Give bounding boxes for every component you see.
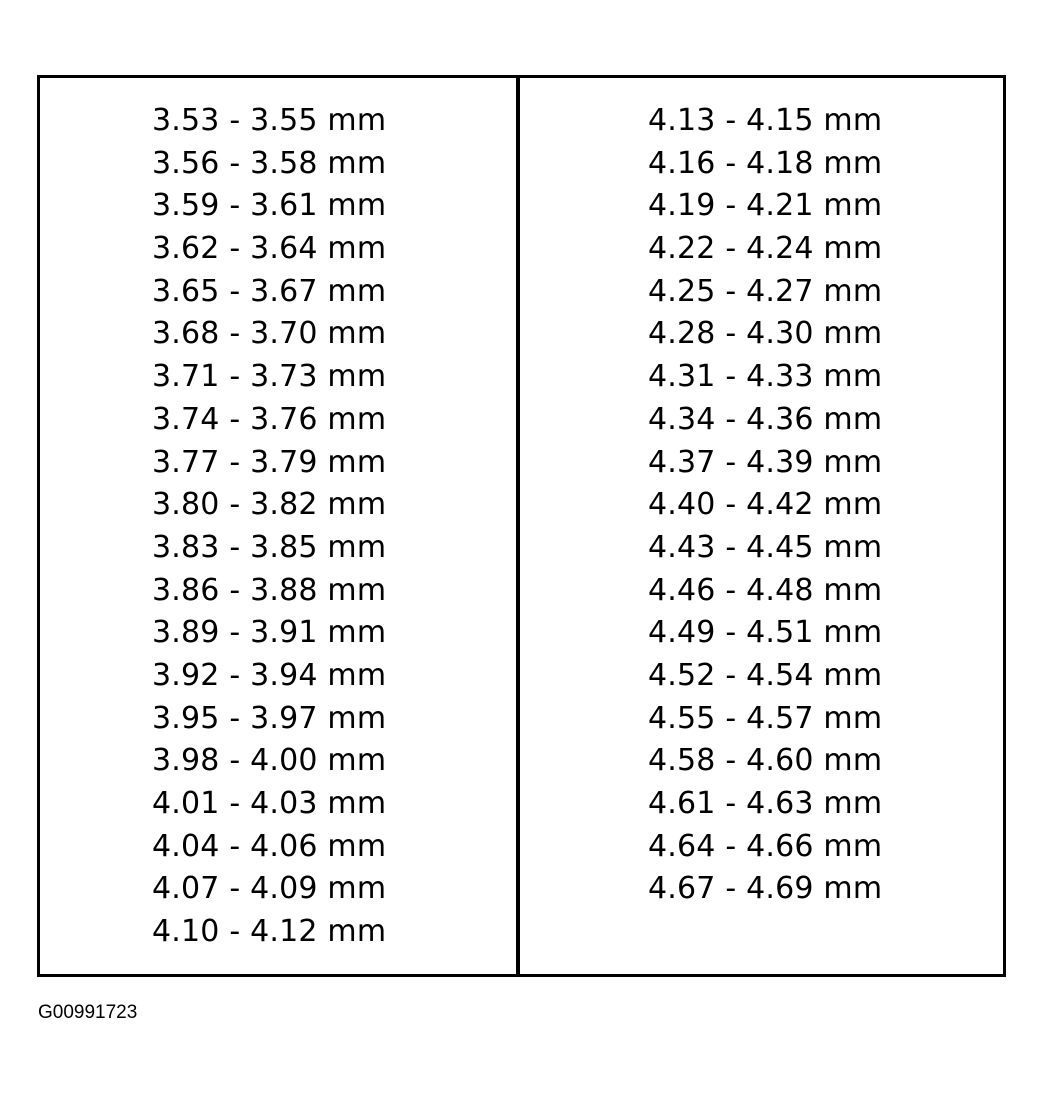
size-range-row: 4.64 - 4.66 mm xyxy=(648,828,883,864)
size-range-row: 4.43 - 4.45 mm xyxy=(648,529,883,565)
size-range-row: 4.37 - 4.39 mm xyxy=(648,444,883,480)
size-range-row: 3.68 - 3.70 mm xyxy=(152,316,387,352)
column-divider xyxy=(516,78,520,974)
size-range-row: 4.34 - 4.36 mm xyxy=(648,401,883,437)
left-column-list xyxy=(152,100,386,954)
right-column-list xyxy=(648,100,882,911)
size-range-row: 3.83 - 3.85 mm xyxy=(152,529,387,565)
size-range-row: 3.59 - 3.61 mm xyxy=(152,188,387,224)
size-range-row: 4.13 - 4.15 mm xyxy=(648,103,883,138)
size-range-row: 4.04 - 4.06 mm xyxy=(152,828,387,864)
size-range-row: 4.49 - 4.51 mm xyxy=(648,615,883,651)
size-range-row: 4.67 - 4.69 mm xyxy=(648,871,883,907)
size-range-row: 4.25 - 4.27 mm xyxy=(648,273,883,309)
size-range-row: 4.01 - 4.03 mm xyxy=(152,786,387,821)
size-range-row: 3.98 - 4.00 mm xyxy=(152,743,387,779)
size-range-row: 4.16 - 4.18 mm xyxy=(648,145,883,181)
size-range-row: 3.74 - 3.76 mm xyxy=(152,401,387,437)
size-range-row: 3.92 - 3.94 mm xyxy=(152,657,387,693)
size-range-row: 4.31 - 4.33 mm xyxy=(648,359,883,395)
size-range-row: 3.86 - 3.88 mm xyxy=(152,572,387,608)
size-range-table xyxy=(37,75,1006,977)
size-range-row: 4.52 - 4.54 mm xyxy=(648,657,883,693)
size-range-row: 3.95 - 3.97 mm xyxy=(152,700,387,736)
size-range-row: 4.55 - 4.57 mm xyxy=(648,700,883,736)
size-range-row: 3.56 - 3.58 mm xyxy=(152,145,387,181)
size-range-row: 4.19 - 4.21 mm xyxy=(648,188,883,224)
size-range-row: 3.62 - 3.64 mm xyxy=(152,231,387,267)
size-range-row: 4.61 - 4.63 mm xyxy=(648,786,883,821)
size-range-row: 3.89 - 3.91 mm xyxy=(152,615,387,651)
size-range-row: 4.10 - 4.12 mm xyxy=(152,914,387,950)
size-range-row: 4.58 - 4.60 mm xyxy=(648,743,883,779)
figure-id-label: G00991723 xyxy=(38,1002,138,1023)
size-range-row: 3.77 - 3.79 mm xyxy=(152,444,387,480)
size-range-row: 3.53 - 3.55 mm xyxy=(152,103,387,138)
size-range-row: 3.71 - 3.73 mm xyxy=(152,359,387,395)
size-range-row: 3.80 - 3.82 mm xyxy=(152,487,387,523)
size-range-row: 4.28 - 4.30 mm xyxy=(648,316,883,352)
size-range-row: 4.07 - 4.09 mm xyxy=(152,871,387,907)
size-range-row: 4.40 - 4.42 mm xyxy=(648,487,883,523)
size-range-row: 4.22 - 4.24 mm xyxy=(648,231,883,267)
size-range-row: 4.46 - 4.48 mm xyxy=(648,572,883,608)
size-range-row: 3.65 - 3.67 mm xyxy=(152,273,387,309)
